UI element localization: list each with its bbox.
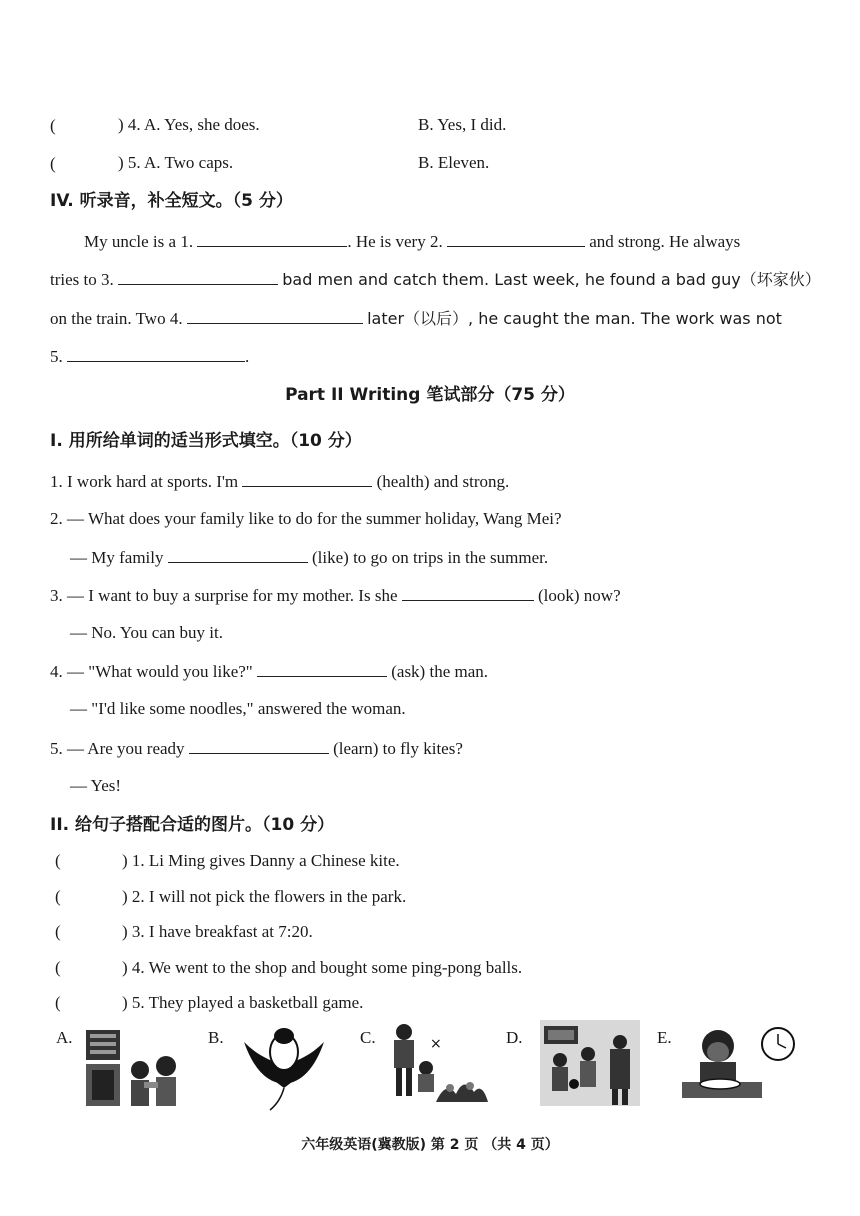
answer-paren-open: ( — [50, 154, 56, 173]
section-i-title: I. 用所给单词的适当形式填空。（10 分） — [50, 431, 362, 451]
question-text: (health) and strong. — [376, 472, 510, 491]
flowers-picture — [386, 1022, 490, 1106]
section-iv-title: IV. 听录音，补全短文。（5 分） — [50, 191, 293, 211]
question-text: (look) now? — [538, 586, 621, 605]
passage-text: later（以后）, he caught the man. The work was not — [367, 309, 782, 328]
passage-text: bad men and catch them. Last week, he found a bad guy（坏家伙） — [282, 270, 821, 289]
passage-text: and strong. He always — [589, 232, 741, 251]
blank-q2[interactable] — [168, 546, 308, 563]
svg-text:×: × — [430, 1036, 442, 1052]
blank-q1[interactable] — [242, 470, 372, 487]
passage-line-3 — [50, 307, 782, 330]
passage-text: tries to 3. — [50, 270, 114, 289]
answer-paren-open: ( — [55, 887, 61, 906]
passage-line-2 — [50, 268, 821, 291]
breakfast-picture — [680, 1022, 800, 1106]
picture-label-b: B. — [208, 1028, 224, 1047]
answer-paren-open: ( — [50, 116, 56, 135]
q3-item-4-option-b: B. Yes, I did. — [418, 115, 507, 134]
blank-q5[interactable] — [189, 737, 329, 754]
fill-q2-answer — [70, 546, 548, 569]
passage-text: . — [245, 347, 250, 366]
blank-3[interactable] — [118, 268, 278, 285]
part-ii-title: Part II Writing 笔试部分（75 分） — [285, 385, 575, 405]
question-text: (learn) to fly kites? — [333, 739, 463, 758]
picture-label-a: A. — [56, 1028, 73, 1047]
blank-1[interactable] — [197, 230, 347, 247]
shop-picture — [84, 1026, 184, 1110]
passage-text: . He is very 2. — [347, 232, 443, 251]
match-item-3: ) 3. I have breakfast at 7:20. — [122, 922, 313, 941]
question-text: (like) to go on trips in the summer. — [312, 548, 549, 567]
answer-paren-open: ( — [55, 958, 61, 977]
match-item-4: ) 4. We went to the shop and bought some ping-pong balls. — [122, 958, 523, 977]
fill-q5 — [50, 737, 463, 760]
fill-q4 — [50, 660, 488, 683]
picture-label-c: C. — [360, 1028, 376, 1047]
fill-q3-answer: — No. You can buy it. — [70, 623, 224, 642]
kite-picture — [240, 1022, 328, 1114]
blank-5[interactable] — [67, 345, 245, 362]
fill-q1 — [50, 470, 509, 493]
match-item-1: ) 1. Li Ming gives Danny a Chinese kite. — [122, 851, 400, 870]
match-item-2: ) 2. I will not pick the flowers in the park. — [122, 887, 407, 906]
question-text: 3. — I want to buy a surprise for my mother. Is she — [50, 586, 398, 605]
q3-item-5-option-b: B. Eleven. — [418, 153, 490, 172]
answer-paren-open: ( — [55, 993, 61, 1012]
passage-text: on the train. Two 4. — [50, 309, 183, 328]
basketball-picture — [540, 1020, 640, 1106]
picture-label-e: E. — [657, 1028, 672, 1047]
match-item-5: ) 5. They played a basketball game. — [122, 993, 364, 1012]
picture-label-d: D. — [506, 1028, 523, 1047]
question-text: 1. I work hard at sports. I'm — [50, 472, 239, 491]
fill-q4-answer: — "I'd like some noodles," answered the woman. — [70, 699, 406, 718]
question-text: — My family — [70, 548, 164, 567]
blank-q3[interactable] — [402, 584, 534, 601]
fill-q2: 2. — What does your family like to do for the summer holiday, Wang Mei? — [50, 509, 562, 528]
question-text: 5. — Are you ready — [50, 739, 185, 758]
passage-text: 5. — [50, 347, 63, 366]
passage-text: My uncle is a 1. — [84, 232, 194, 251]
passage-line-4 — [50, 345, 249, 368]
blank-4[interactable] — [187, 307, 363, 324]
q3-item-5: ) 5. A. Two caps. — [118, 153, 234, 172]
blank-2[interactable] — [447, 230, 585, 247]
question-text: 4. — "What would you like?" — [50, 662, 253, 681]
fill-q3 — [50, 584, 621, 607]
blank-q4[interactable] — [257, 660, 387, 677]
section-ii-title: II. 给句子搭配合适的图片。（10 分） — [50, 815, 335, 835]
page-footer: 六年级英语(冀教版) 第 2 页 （共 4 页） — [301, 1137, 559, 1153]
q3-item-4: ) 4. A. Yes, she does. — [118, 115, 260, 134]
passage-line-1 — [84, 230, 740, 253]
answer-paren-open: ( — [55, 922, 61, 941]
answer-paren-open: ( — [55, 851, 61, 870]
fill-q5-answer: — Yes! — [70, 776, 122, 795]
question-text: (ask) the man. — [391, 662, 489, 681]
